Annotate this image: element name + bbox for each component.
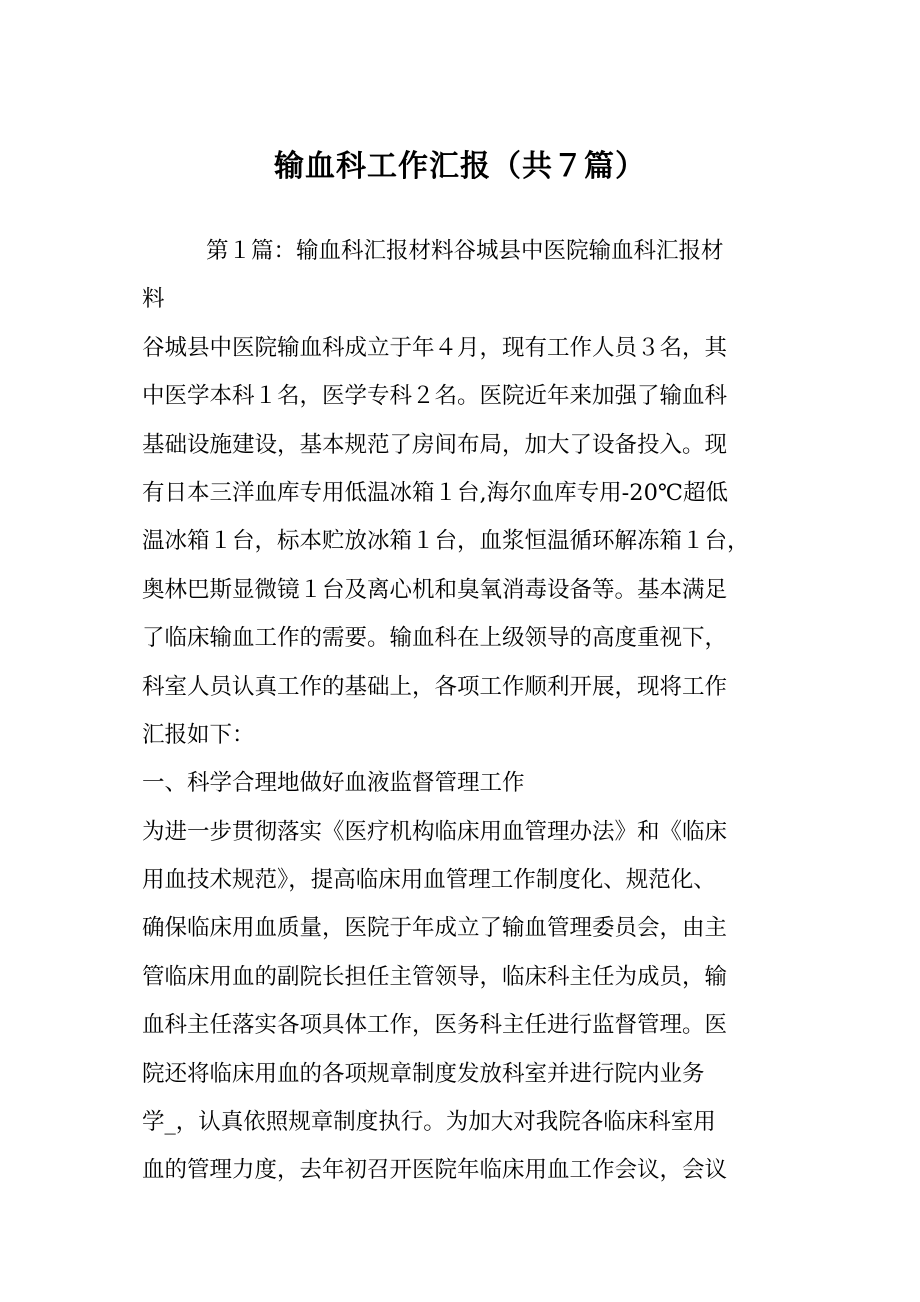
document-body xyxy=(142,227,782,1195)
text-line: 基础设施建设，基本规范了房间布局，加大了设备投入。现 xyxy=(142,431,728,458)
text-line: 中医学本科１名，医学专科２名。医院近年来加强了输血科 xyxy=(142,383,728,410)
text-line: 谷城县中医院输血科成立于年４月，现有工作人员３名，其 xyxy=(142,334,728,361)
text-line: 确保临床用血质量，医院于年成立了输血管理委员会，由主 xyxy=(142,915,728,942)
text-line: 温冰箱１台，标本贮放冰箱１台，血浆恒温循环解冻箱１台， xyxy=(142,528,750,555)
text-line: 科室人员认真工作的基础上，各项工作顺利开展，现将工作 xyxy=(142,673,728,700)
text-line: 有日本三洋血库专用低温冰箱１台,海尔血库专用-20℃超低 xyxy=(142,479,729,506)
text-line: 血科主任落实各项具体工作，医务科主任进行监督管理。医 xyxy=(142,1012,728,1039)
text-line: 管临床用血的副院长担任主管领导，临床科主任为成员，输 xyxy=(142,963,728,990)
text-line: 料 xyxy=(142,286,165,313)
text-line: 用血技术规范》，提高临床用血管理工作制度化、规范化、 xyxy=(142,867,716,894)
text-line: 汇报如下： xyxy=(142,721,255,748)
document-title: 输血科工作汇报（共７篇） xyxy=(274,149,646,184)
text-line: 奥林巴斯显微镜１台及离心机和臭氧消毒设备等。基本满足 xyxy=(142,576,728,603)
text-line: 第１篇：输血科汇报材料谷城县中医院输血科汇报材 xyxy=(206,238,724,264)
text-line: 院还将临床用血的各项规章制度发放科室并进行院内业务 xyxy=(142,1060,705,1087)
text-line: 学_，认真依照规章制度执行。为加大对我院各临床科室用 xyxy=(142,1109,716,1136)
section-heading: 一、科学合理地做好血液监督管理工作 xyxy=(142,770,525,797)
text-line: 了临床输血工作的需要。输血科在上级领导的高度重视下， xyxy=(142,625,728,652)
text-line: 为进一步贯彻落实《医疗机构临床用血管理办法》和《临床 xyxy=(142,818,728,845)
text-line: 血的管理力度，去年初召开医院年临床用血工作会议，会议 xyxy=(142,1157,728,1184)
